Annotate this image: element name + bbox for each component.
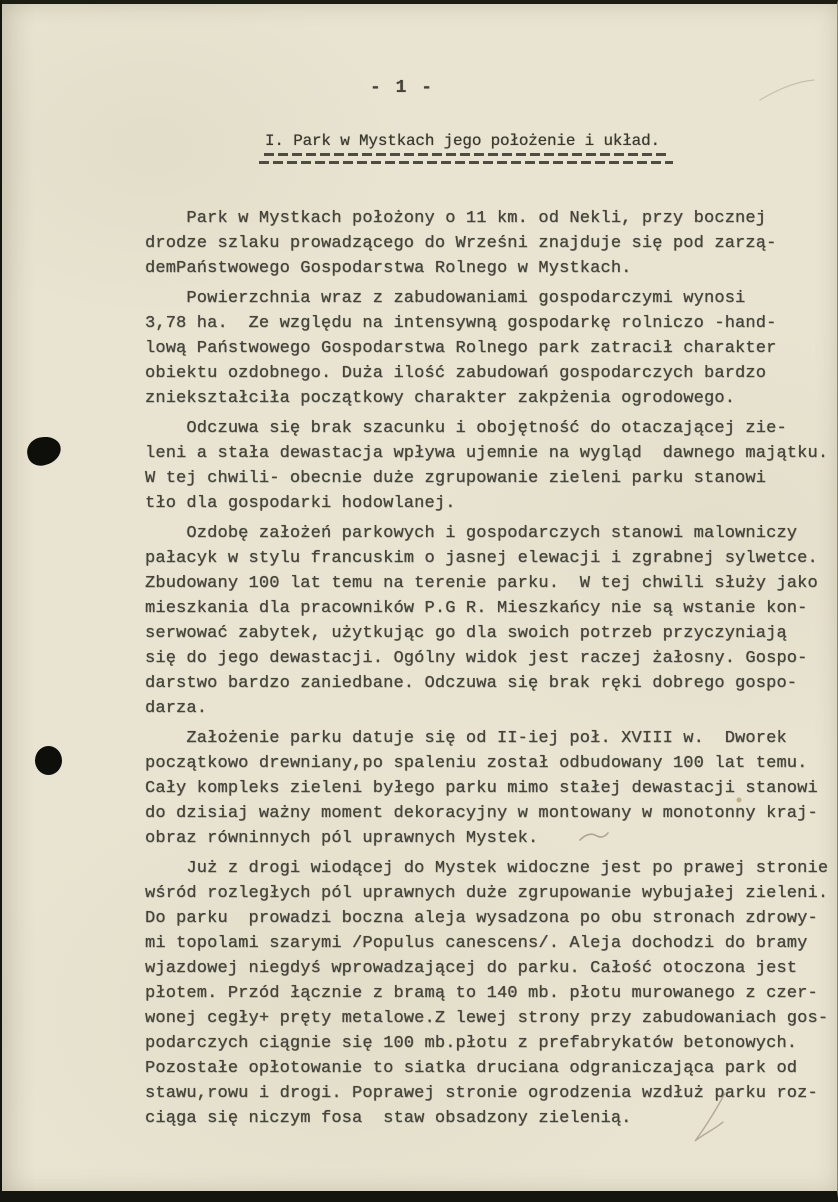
document-body <box>145 206 838 1131</box>
text-line: Cały kompleks zieleni byłego parku mimo stałej dewastacji stanowi <box>145 776 838 801</box>
hole-punch-mark-bottom <box>35 746 62 775</box>
text-line: darza. <box>145 696 838 721</box>
document-title: I. Park w Mystkach jego położenie i układ. <box>265 132 660 150</box>
text-line: serwować zabytek, użytkując go dla swoich potrzeb przyczyniają <box>145 621 838 646</box>
text-line: Pozostałe opłotowanie to siatka druciana odgraniczająca park od <box>145 1056 838 1081</box>
text-line: Założenie parku datuje się od II-iej poł. XVIII w. Dworek <box>145 726 838 751</box>
text-line: płotem. Przód łącznie z bramą to 140 mb. płotu murowanego z czer- <box>145 981 838 1006</box>
title-underline <box>259 161 673 164</box>
text-line: wjazdowej niegdyś wprowadzającej do parku. Całość otoczona jest <box>145 956 838 981</box>
text-line: ciąga się niczym fosa staw obsadzony zielenią. <box>145 1106 838 1131</box>
text-line: Już z drogi wiodącej do Mystek widoczne jest po prawej stronie <box>145 856 838 881</box>
text-line: zniekształciła początkowy charakter zakpżenia ogrodowego. <box>145 386 838 411</box>
text-line: się do jego dewastacji. Ogólny widok jest raczej żałosny. Gospo- <box>145 646 838 671</box>
paragraph <box>145 726 838 851</box>
page-number: - 1 - <box>370 78 434 98</box>
text-line: demPaństwowego Gospodarstwa Rolnego w Mystkach. <box>145 256 838 281</box>
text-line: mi topolami szarymi /Populus canescens/. Aleja dochodzi do bramy <box>145 931 838 956</box>
paragraph <box>145 286 838 411</box>
text-line: 3,78 ha. Ze względu na intensywną gospodarkę rolniczo -hand- <box>145 311 838 336</box>
text-line: Odczuwa się brak szacunku i obojętność do otaczającej zie- <box>145 416 838 441</box>
text-line: stawu,rowu i drogi. Poprawej stronie ogrodzenia wzdłuż parku roz- <box>145 1081 838 1106</box>
paragraph <box>145 856 838 1131</box>
text-line: lową Państwowego Gospodarstwa Rolnego park zatracił charakter <box>145 336 838 361</box>
text-line: leni a stała dewastacja wpływa ujemnie na wygląd dawnego majątku. <box>145 441 838 466</box>
paragraph <box>145 521 838 721</box>
title-underline <box>264 153 670 156</box>
text-line: mieszkania dla pracowników P.G R. Mieszkańcy nie są wstanie kon- <box>145 596 838 621</box>
paragraph <box>145 206 838 281</box>
text-line: Do parku prowadzi boczna aleja wysadzona po obu stronach zdrowy- <box>145 906 838 931</box>
text-line: podarczych ciągnie się 100 mb.płotu z prefabrykatów betonowych. <box>145 1031 838 1056</box>
text-line: Park w Mystkach położony o 11 km. od Nekli, przy bocznej <box>145 206 838 231</box>
text-line: obiektu ozdobnego. Duża ilość zabudowań gospodarczych bardzo <box>145 361 838 386</box>
paragraph <box>145 416 838 516</box>
text-line: Zbudowany 100 lat temu na terenie parku. W tej chwili służy jako <box>145 571 838 596</box>
text-line: tło dla gospodarki hodowlanej. <box>145 491 838 516</box>
text-line: pałacyk w stylu francuskim o jasnej elewacji i zgrabnej sylwetce. <box>145 546 838 571</box>
text-line: Ozdobę założeń parkowych i gospodarczych stanowi malowniczy <box>145 521 838 546</box>
text-line: darstwo bardzo zaniedbane. Odczuwa się brak ręki dobrego gospo- <box>145 671 838 696</box>
text-line: Powierzchnia wraz z zabudowaniami gospodarczymi wynosi <box>145 286 838 311</box>
text-line: W tej chwili- obecnie duże zgrupowanie zieleni parku stanowi <box>145 466 838 491</box>
text-line: wonej cegły+ pręty metalowe.Z lewej strony przy zabudowaniach gos- <box>145 1006 838 1031</box>
text-line: obraz równinnych pól uprawnych Mystek. <box>145 826 838 851</box>
text-line: początkowo drewniany,po spaleniu został odbudowany 100 lat temu. <box>145 751 838 776</box>
text-line: wśród rozległych pól uprawnych duże zgrupowanie wybujałej zieleni. <box>145 881 838 906</box>
text-line: do dzisiaj ważny moment dekoracyjny w montowany w monotonny kraj- <box>145 801 838 826</box>
hole-punch-mark-top <box>24 434 63 468</box>
text-line: drodze szlaku prowadzącego do Wrześni znajduje się pod zarzą- <box>145 231 838 256</box>
